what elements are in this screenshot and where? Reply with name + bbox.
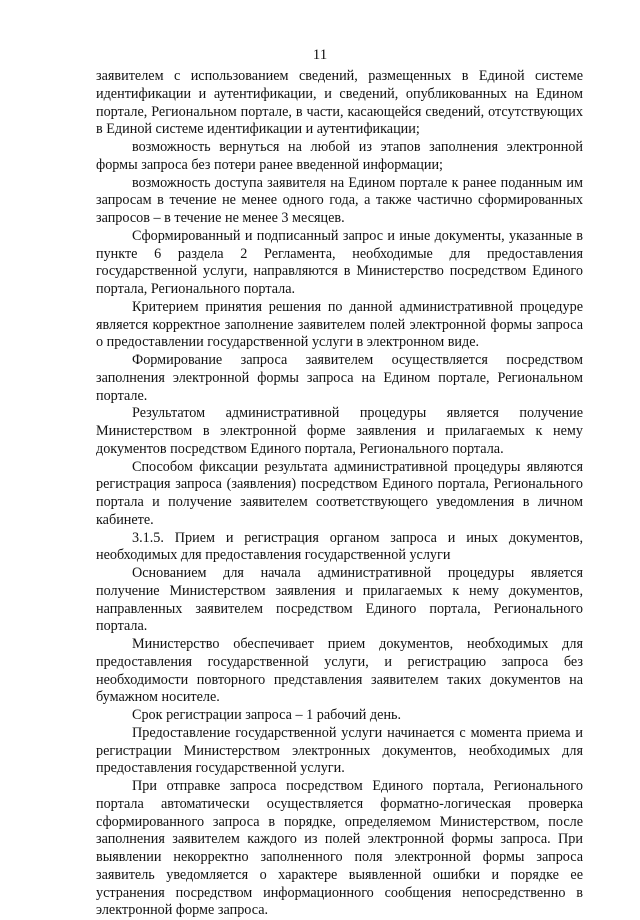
paragraph-8: Способом фиксации результата административной процедуры являются регистрация запроса (заявления) посредством Единого портала, Регионального портала и получение заявителем соответствующего уведомления в личном кабинете. <box>96 458 583 528</box>
paragraph-14: При отправке запроса посредством Единого портала, Регионального портала автоматически осуществляется форматно-логическая проверка сформированного запроса в порядке, определяемом Министерством, после заполнения заявителем каждого из полей электронной формы запроса. При выявлении некорректно заполненного поля электронной формы запроса заявитель уведомляется о характере выявленной ошибки и порядке ее устранения посредством информационного сообщения непосредственно в электронной форме запроса. <box>96 778 583 919</box>
paragraph-6: Формирование запроса заявителем осуществляется посредством заполнения электронной формы запроса на Едином портале, Региональном портале. <box>96 352 583 404</box>
paragraph-4: Сформированный и подписанный запрос и иные документы, указанные в пункте 6 раздела 2 Регламента, необходимые для предоставления государственной услуги, направляются в Министерство посредством Единого портала, Регионального портала. <box>96 227 583 297</box>
body-text <box>96 68 583 920</box>
paragraph-1: заявителем с использованием сведений, размещенных в Единой системе идентификации и аутентификации, и сведений, опубликованных на Едином портале, Региональном портале, в части, касающейся сведений, отсутствующих в Единой системе идентификации и аутентификации; <box>96 68 583 138</box>
paragraph-2: возможность вернуться на любой из этапов заполнения электронной формы запроса без потери ранее введенной информации; <box>96 139 583 173</box>
page-number: 11 <box>312 47 328 63</box>
paragraph-3: возможность доступа заявителя на Едином портале к ранее поданным им запросам в течение не менее одного года, а также частично сформированных запросов – в течение не менее 3 месяцев. <box>96 174 583 226</box>
section-heading-3-1-5: 3.1.5. Прием и регистрация органом запроса и иных документов, необходимых для предоставления государственной услуги <box>96 529 583 564</box>
paragraph-10: Основанием для начала административной процедуры является получение Министерством заявления и прилагаемых к нему документов, направленных заявителем посредством Единого портала, Регионального портала. <box>96 565 583 635</box>
paragraph-5: Критерием принятия решения по данной административной процедуре является корректное заполнение заявителем полей электронной формы запроса о предоставлении государственной услуги в электронном виде. <box>96 298 583 351</box>
paragraph-13: Предоставление государственной услуги начинается с момента приема и регистрации Министерством электронных документов, необходимых для предоставления государственной услуги. <box>96 724 583 777</box>
paragraph-7: Результатом административной процедуры является получение Министерством в электронной форме заявления и прилагаемых к нему документов посредством Единого портала, Регионального портала. <box>96 405 583 457</box>
paragraph-11: Министерство обеспечивает прием документов, необходимых для предоставления государственной услуги, и регистрацию запроса без необходимости повторного представления заявителем таких документов на бумажном носителе. <box>96 636 583 706</box>
paragraph-12: Срок регистрации запроса – 1 рабочий день. <box>132 707 402 723</box>
